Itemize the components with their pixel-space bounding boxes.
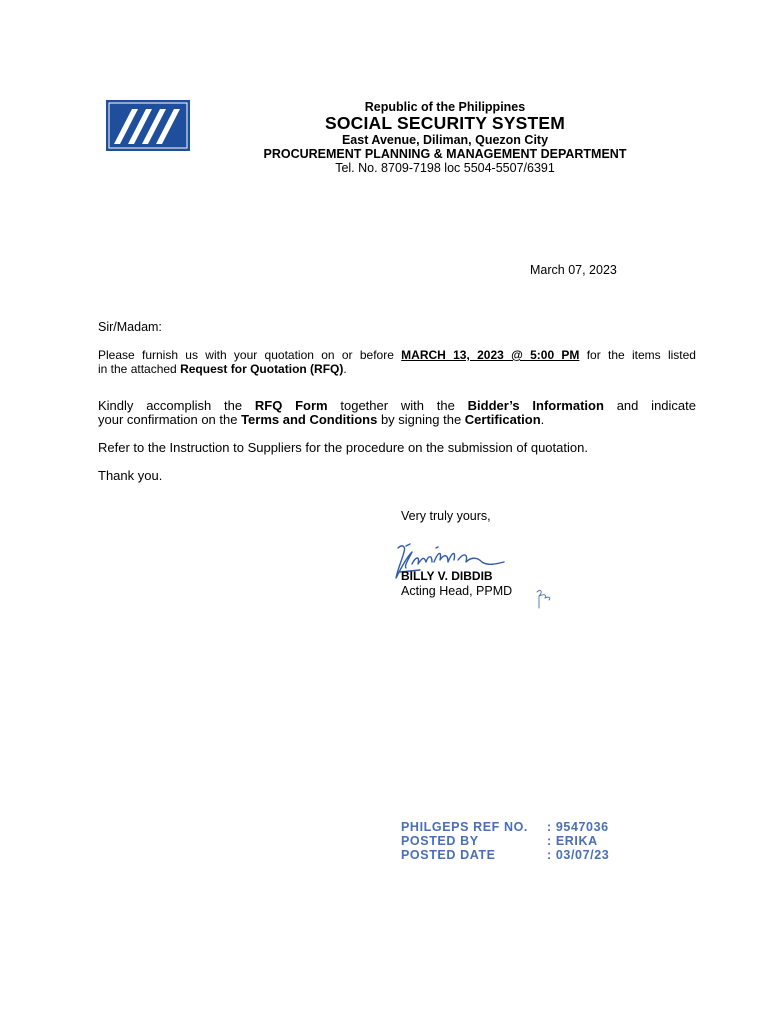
- header-department: PROCUREMENT PLANNING & MANAGEMENT DEPARTMENT: [263, 147, 627, 161]
- signatory-title: Acting Head, PPMD: [401, 584, 513, 598]
- paragraph-3: Refer to the Instruction to Suppliers for the procedure on the submission of quotation.: [98, 440, 588, 455]
- signatory-name: BILLY V. DIBDIB: [401, 569, 493, 583]
- paragraph-4: Thank you.: [98, 468, 163, 483]
- header-address: East Avenue, Diliman, Quezon City: [341, 133, 549, 147]
- header-agency: SOCIAL SECURITY SYSTEM: [324, 113, 566, 133]
- paragraph-1-line-2: in the attached Request for Quotation (RFQ).: [98, 362, 347, 376]
- posted-date-row: [401, 848, 609, 862]
- closing: Very truly yours,: [401, 509, 491, 523]
- letter-date: March 07, 2023: [530, 263, 617, 277]
- paragraph-1-line-1: Please furnish us with your quotation on or before MARCH 13, 2023 @ 5:00 PM for the items listed: [98, 348, 696, 362]
- posted-by-row: [401, 834, 598, 848]
- paragraph-2-line-2: your confirmation on the Terms and Conditions by signing the Certification.: [98, 412, 545, 427]
- paragraph-2-line-1: Kindly accomplish the RFQ Form together with the Bidder’s Information and indicate: [98, 398, 696, 413]
- header-country: Republic of the Philippines: [364, 100, 526, 114]
- initials: [533, 586, 555, 610]
- header-tel: Tel. No. 8709-7198 loc 5504-5507/6391: [335, 161, 555, 175]
- salutation: Sir/Madam:: [98, 320, 162, 334]
- sss-logo: [106, 100, 190, 151]
- posted-by-value: : ERIKA: [547, 834, 598, 848]
- posted-by-label: POSTED BY: [401, 834, 479, 848]
- posted-date-value: : 03/07/23: [547, 848, 610, 862]
- philgeps-ref-label: PHILGEPS REF NO.: [401, 820, 528, 834]
- philgeps-ref-value: : 9547036: [547, 820, 609, 834]
- deadline: MARCH 13, 2023 @ 5:00 PM: [401, 348, 580, 362]
- posted-date-label: POSTED DATE: [401, 848, 496, 862]
- philgeps-ref-row: [401, 820, 609, 834]
- rfq-reference: Request for Quotation (RFQ): [180, 362, 344, 376]
